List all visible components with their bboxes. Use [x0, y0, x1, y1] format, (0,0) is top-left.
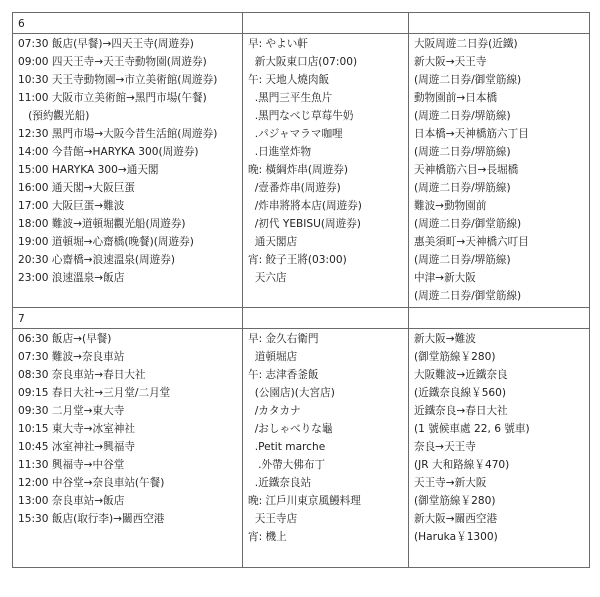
text-line: 09:15 春日大社→三月堂/二月堂 [18, 387, 171, 399]
text-line: 難波→動物園前 [414, 200, 487, 212]
text-line: 18:00 難波→道頓堀觀光船(周遊券) [18, 218, 186, 230]
text-line: 早: 金久右衛門 [248, 333, 319, 345]
text-line: 天王寺→新大阪 [414, 477, 487, 489]
text-line: 新大阪→天王寺 [414, 56, 487, 68]
text-line: (周遊二日券/堺筋線) [414, 110, 511, 122]
text-line: (近鐵奈良線￥560) [414, 387, 507, 399]
text-line: 20:30 心齋橋→浪速溫泉(周遊券) [18, 254, 175, 266]
day-7-content-row [13, 329, 590, 568]
text-line: 道頓堀店 [248, 351, 298, 363]
text-line: .近鐵奈良站 [248, 477, 312, 489]
day-7-schedule-cell [13, 329, 243, 568]
text-line: (周遊二日券/御堂筋線) [414, 74, 522, 86]
text-line: 早: やよい軒 [248, 38, 308, 50]
text-line: (周遊二日券/堺筋線) [414, 254, 511, 266]
text-line: 14:00 今昔館→HARYKA 300(周遊券) [18, 146, 199, 158]
text-line: 06:30 飯店→(早餐) [18, 333, 112, 345]
text-line: 天王寺店 [248, 513, 298, 525]
text-line: 09:30 二月堂→東大寺 [18, 405, 125, 417]
text-line: .黑門なべじ草莓牛奶 [248, 110, 354, 122]
text-line: 大阪周遊二日券(近鐵) [414, 38, 518, 50]
text-line: 07:30 飯店(早餐)→四天王寺(周遊券) [18, 38, 194, 50]
day-6-schedule-cell [13, 34, 243, 308]
day-6-header-row [13, 13, 590, 34]
text-line: 午: 志津香釜飯 [248, 369, 319, 381]
day-6-header-empty-transport [409, 13, 590, 34]
text-line: (1 號候車處 22, 6 號車) [414, 423, 530, 435]
text-line: 新大阪→關西空港 [414, 513, 498, 525]
text-line: 近鐵奈良→春日大社 [414, 405, 508, 417]
day-7-transport-cell [409, 329, 590, 568]
itinerary-table [12, 12, 590, 568]
day-6-content-row [13, 34, 590, 308]
text-line: /初代 YEBISU(周遊券) [248, 218, 361, 230]
text-line: 15:00 HARYKA 300→通天閣 [18, 164, 159, 176]
text-line: .日進堂炸物 [248, 146, 312, 158]
text-line: /カタカナ [248, 405, 301, 417]
text-line: (Haruka￥1300) [414, 531, 498, 543]
text-line: (預約觀光船) [18, 110, 90, 122]
text-line: 10:30 天王寺動物園→市立美術館(周遊券) [18, 74, 218, 86]
text-line: 08:30 奈良車站→春日大社 [18, 369, 146, 381]
day-7-number: 7 [13, 308, 243, 329]
text-line: 16:00 通天閣→大阪巨蛋 [18, 182, 135, 194]
text-line: (御堂筋線￥280) [414, 351, 496, 363]
text-line: /壹番炸串(周遊券) [248, 182, 341, 194]
text-line: 通天閣店 [248, 236, 298, 248]
text-line: 23:00 浪速溫泉→飯店 [18, 272, 125, 284]
text-line: (周遊二日券/堺筋線) [414, 182, 511, 194]
text-line: 新大阪東口店(07:00) [248, 56, 358, 68]
day-7-header-empty-transport [409, 308, 590, 329]
day-6-header-empty-meals [243, 13, 409, 34]
text-line: 09:00 四天王寺→天王寺動物園(周遊券) [18, 56, 207, 68]
day-6-number: 6 [13, 13, 243, 34]
text-line: 天神橋筋六目→長堀橋 [414, 164, 519, 176]
text-line: 10:45 冰室神社→興福寺 [18, 441, 135, 453]
text-line: 天六店 [248, 272, 287, 284]
text-line: 惠美須町→天神橋六叮目 [414, 236, 529, 248]
text-line: 13:00 奈良車站→飯店 [18, 495, 125, 507]
text-line: 動物園前→日本橋 [414, 92, 498, 104]
text-line: 19:00 道頓堀→心齋橋(晚餐)(周遊券) [18, 236, 194, 248]
text-line: 11:30 興福寺→中谷堂 [18, 459, 125, 471]
text-line: 中津→新大阪 [414, 272, 476, 284]
text-line: 奈良→天王寺 [414, 441, 476, 453]
text-line: 宵: 機上 [248, 531, 287, 543]
text-line: 晚: 橫綱炸串(周遊券) [248, 164, 348, 176]
text-line: 晚: 江戶川東京風鰻料理 [248, 495, 361, 507]
text-line: .外帶大佛布丁 [248, 459, 326, 471]
text-line: 15:30 飯店(取行李)→關西空港 [18, 513, 165, 525]
text-line: .Petit marche [248, 441, 326, 453]
day-6-meals-cell [243, 34, 409, 308]
text-line: .パジャマラマ咖哩 [248, 128, 343, 140]
text-line: /おしゃべりな龜 [248, 423, 333, 435]
text-line: 宵: 餃子王將(03:00) [248, 254, 347, 266]
text-line: (周遊二日券/御堂筋線) [414, 218, 522, 230]
text-line: (公園店)(大宮店) [248, 387, 335, 399]
text-line: 17:00 大阪巨蛋→難波 [18, 200, 125, 212]
text-line: 12:00 中谷堂→奈良車站(午餐) [18, 477, 165, 489]
text-line: (周遊二日券/堺筋線) [414, 146, 511, 158]
day-6-transport-cell [409, 34, 590, 308]
text-line: 07:30 難波→奈良車站 [18, 351, 125, 363]
text-line: .黑門三平生魚片 [248, 92, 333, 104]
day-7-header-empty-meals [243, 308, 409, 329]
text-line: /炸串將將本店(周遊券) [248, 200, 362, 212]
day-7-meals-cell [243, 329, 409, 568]
text-line: 日本橋→天神橋筋六丁目 [414, 128, 529, 140]
text-line: 大阪難波→近鐵奈良 [414, 369, 508, 381]
text-line: (JR 大和路線￥470) [414, 459, 510, 471]
text-line: 12:30 黑門市場→大阪今昔生活館(周遊券) [18, 128, 218, 140]
text-line: (御堂筋線￥280) [414, 495, 496, 507]
text-line: 10:15 東大寺→冰室神社 [18, 423, 135, 435]
day-7-header-row [13, 308, 590, 329]
text-line: 新大阪→難波 [414, 333, 476, 345]
text-line: (周遊二日券/御堂筋線) [414, 290, 522, 302]
text-line: 11:00 大阪市立美術館→黑門市場(午餐) [18, 92, 207, 104]
text-line: 午: 天地人燒肉飯 [248, 74, 330, 86]
